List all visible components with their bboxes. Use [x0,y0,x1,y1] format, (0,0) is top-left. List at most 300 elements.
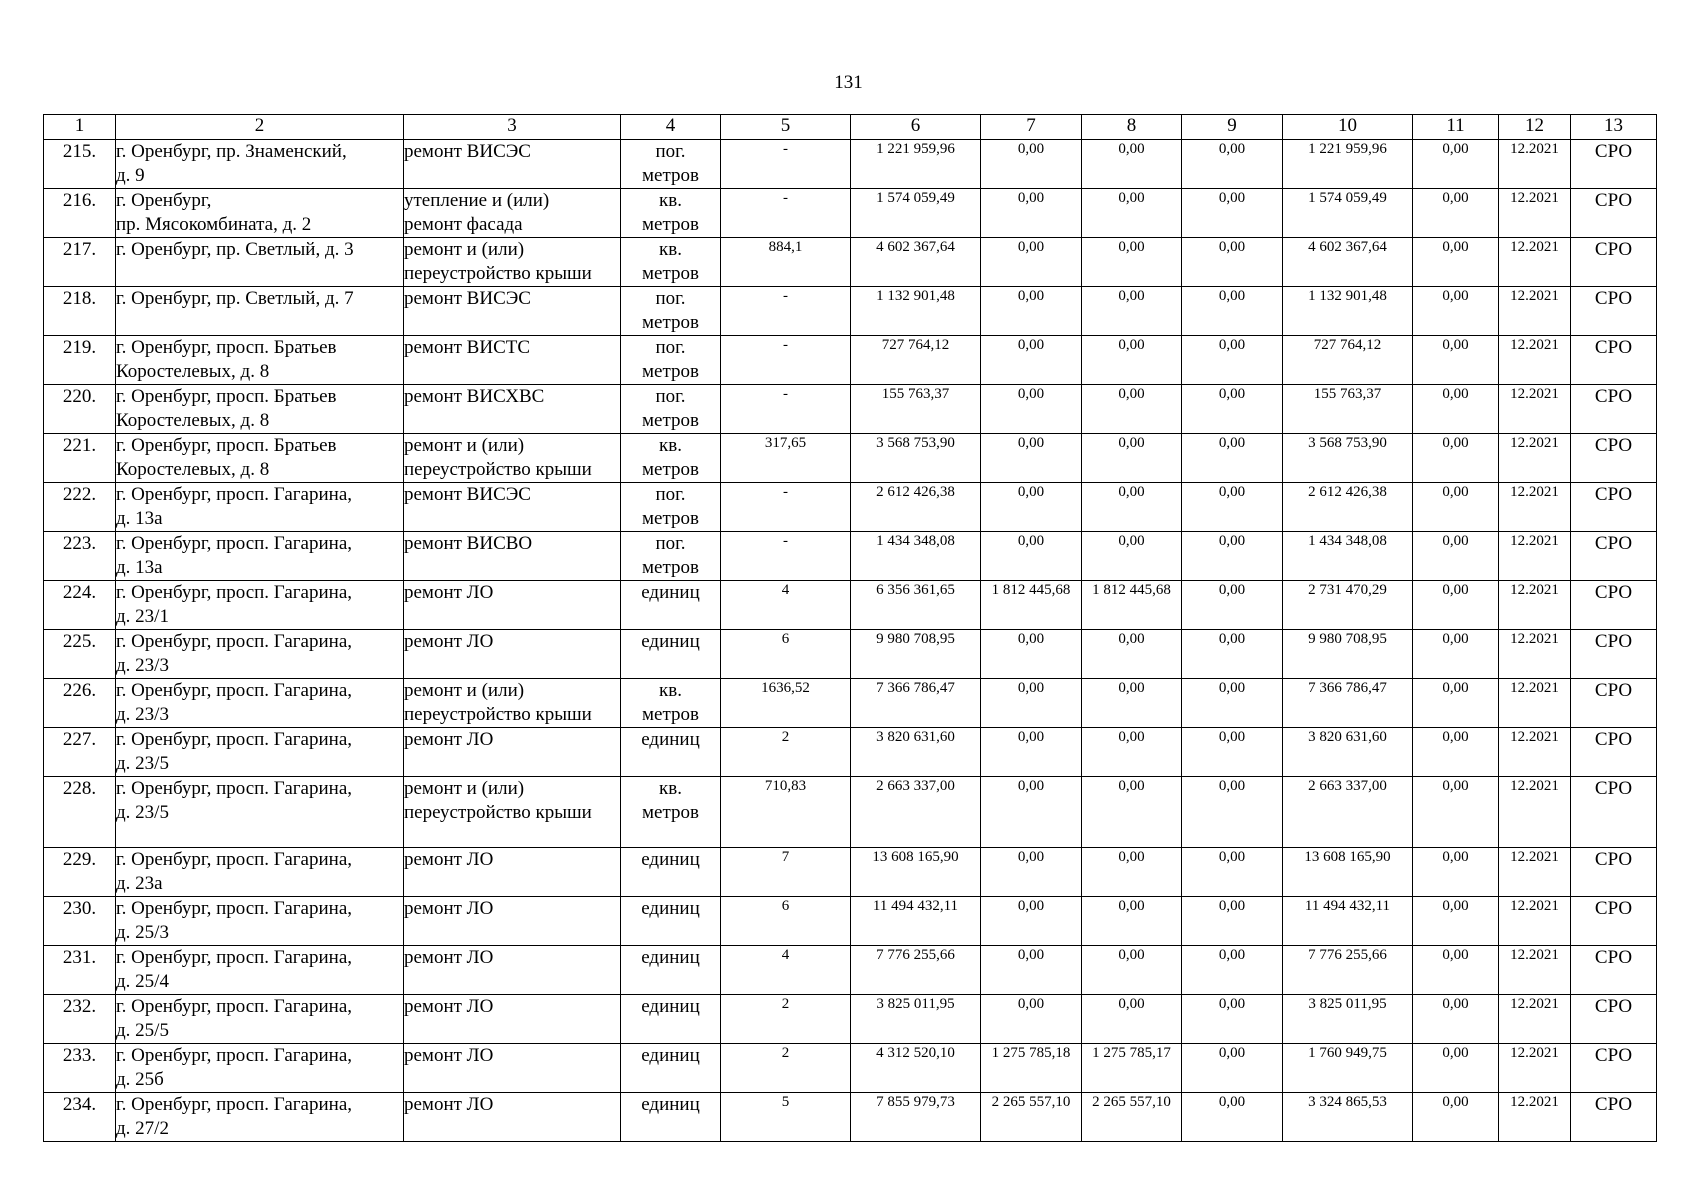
completion-date-cell: 12.2021 [1499,189,1571,238]
volume-cell: 884,1 [721,238,851,287]
table-row [44,995,1657,1044]
unit-cell-line: единиц [641,1094,700,1115]
column-11-cell: 0,00 [1413,483,1499,532]
volume-cell: 710,83 [721,777,851,848]
work-type-cell-line: утепление и (или) [404,190,550,211]
column-7-cell: 0,00 [981,336,1082,385]
address-cell [116,946,404,995]
column-10-cell: 1 574 059,49 [1283,189,1413,238]
unit-cell-line: метров [642,508,699,529]
volume-cell: 7 [721,848,851,897]
address-cell-line: г. Оренбург, просп. Гагарина, [116,484,352,505]
work-type-cell-line: ремонт фасада [404,214,523,235]
column-8-cell: 0,00 [1082,189,1182,238]
column-9-cell: 0,00 [1182,679,1283,728]
work-type-cell-line: ремонт и (или) [404,680,525,701]
unit-cell-line: пог. [655,141,686,162]
work-type-cell [404,385,621,434]
column-11-cell: 0,00 [1413,287,1499,336]
page-number: 131 [834,72,863,93]
work-type-cell-line: ремонт ВИСТС [404,337,531,358]
unit-cell-line: метров [642,214,699,235]
organization-cell: СРО [1571,995,1657,1044]
work-type-cell-line: ремонт ЛО [404,729,494,750]
address-cell-line: г. Оренбург, просп. Гагарина, [116,533,352,554]
address-cell [116,630,404,679]
total-cost-cell: 3 568 753,90 [851,434,981,483]
total-cost-cell: 11 494 432,11 [851,897,981,946]
organization-cell: СРО [1571,483,1657,532]
column-9-cell: 0,00 [1182,777,1283,848]
table-row [44,385,1657,434]
volume-cell: 2 [721,728,851,777]
unit-cell-line: пог. [655,337,686,358]
work-type-cell [404,581,621,630]
column-11-cell: 0,00 [1413,777,1499,848]
column-8-cell: 0,00 [1082,434,1182,483]
address-cell-line: д. 23/5 [116,802,169,823]
completion-date-cell: 12.2021 [1499,946,1571,995]
work-type-cell [404,679,621,728]
unit-cell-line: единиц [641,631,700,652]
column-10-cell: 7 366 786,47 [1283,679,1413,728]
row-number: 230. [44,897,116,946]
column-10-cell: 7 776 255,66 [1283,946,1413,995]
column-10-cell: 2 731 470,29 [1283,581,1413,630]
unit-cell-line: единиц [641,996,700,1017]
unit-cell [621,679,721,728]
row-number: 234. [44,1093,116,1142]
volume-cell: - [721,532,851,581]
total-cost-cell: 1 434 348,08 [851,532,981,581]
address-cell [116,434,404,483]
column-9-cell: 0,00 [1182,728,1283,777]
completion-date-cell: 12.2021 [1499,140,1571,189]
work-type-cell [404,1093,621,1142]
address-cell-line: д. 27/2 [116,1118,169,1139]
column-11-cell: 0,00 [1413,189,1499,238]
organization-cell: СРО [1571,777,1657,848]
column-10-cell: 13 608 165,90 [1283,848,1413,897]
address-cell-line: д. 13а [116,557,163,578]
unit-cell-line: метров [642,704,699,725]
unit-cell-line: единиц [641,1045,700,1066]
total-cost-cell: 1 574 059,49 [851,189,981,238]
row-number: 223. [44,532,116,581]
column-8-cell: 0,00 [1082,946,1182,995]
total-cost-cell: 2 612 426,38 [851,483,981,532]
organization-cell: СРО [1571,238,1657,287]
column-11-cell: 0,00 [1413,385,1499,434]
unit-cell [621,1044,721,1093]
column-11-cell: 0,00 [1413,581,1499,630]
volume-cell: 1636,52 [721,679,851,728]
address-cell-line: г. Оренбург, просп. Гагарина, [116,582,352,603]
column-header: 6 [851,115,981,140]
total-cost-cell: 1 132 901,48 [851,287,981,336]
column-7-cell: 0,00 [981,777,1082,848]
work-type-cell [404,189,621,238]
address-cell-line: г. Оренбург, просп. Гагарина, [116,898,352,919]
address-cell-line: г. Оренбург, просп. Гагарина, [116,680,352,701]
column-7-cell: 0,00 [981,848,1082,897]
column-7-cell: 0,00 [981,728,1082,777]
column-7-cell: 0,00 [981,140,1082,189]
address-cell [116,336,404,385]
address-cell [116,385,404,434]
unit-cell-line: метров [642,263,699,284]
work-type-cell [404,238,621,287]
address-cell-line: г. Оренбург, пр. Светлый, д. 7 [116,288,354,309]
row-number: 229. [44,848,116,897]
column-10-cell: 727 764,12 [1283,336,1413,385]
volume-cell: - [721,287,851,336]
volume-cell: 6 [721,630,851,679]
table-row [44,140,1657,189]
organization-cell: СРО [1571,1093,1657,1142]
work-type-cell [404,630,621,679]
organization-cell: СРО [1571,140,1657,189]
unit-cell-line: кв. [659,435,682,456]
completion-date-cell: 12.2021 [1499,483,1571,532]
total-cost-cell: 3 825 011,95 [851,995,981,1044]
address-cell-line: г. Оренбург, пр. Светлый, д. 3 [116,239,354,260]
unit-cell-line: метров [642,165,699,186]
address-cell-line: д. 25/4 [116,971,169,992]
column-8-cell: 1 812 445,68 [1082,581,1182,630]
table-row [44,336,1657,385]
column-header: 8 [1082,115,1182,140]
completion-date-cell: 12.2021 [1499,385,1571,434]
unit-cell [621,140,721,189]
work-type-cell-line: ремонт ЛО [404,947,494,968]
column-8-cell: 0,00 [1082,630,1182,679]
row-number: 227. [44,728,116,777]
column-7-cell: 0,00 [981,385,1082,434]
column-9-cell: 0,00 [1182,897,1283,946]
completion-date-cell: 12.2021 [1499,238,1571,287]
total-cost-cell: 4 312 520,10 [851,1044,981,1093]
repair-program-table [43,114,1657,1142]
volume-cell: 5 [721,1093,851,1142]
table-row [44,630,1657,679]
table-row [44,483,1657,532]
row-number: 215. [44,140,116,189]
organization-cell: СРО [1571,385,1657,434]
total-cost-cell: 7 776 255,66 [851,946,981,995]
organization-cell: СРО [1571,946,1657,995]
unit-cell [621,777,721,848]
unit-cell [621,897,721,946]
unit-cell-line: единиц [641,582,700,603]
address-cell-line: Коростелевых, д. 8 [116,361,270,382]
completion-date-cell: 12.2021 [1499,777,1571,848]
column-9-cell: 0,00 [1182,385,1283,434]
column-7-cell: 0,00 [981,946,1082,995]
work-type-cell-line: ремонт ВИСЭС [404,141,531,162]
column-11-cell: 0,00 [1413,679,1499,728]
column-9-cell: 0,00 [1182,848,1283,897]
table-row [44,848,1657,897]
column-7-cell: 2 265 557,10 [981,1093,1082,1142]
table-row [44,238,1657,287]
row-number: 220. [44,385,116,434]
work-type-cell-line: ремонт ЛО [404,849,494,870]
address-cell [116,848,404,897]
unit-cell [621,287,721,336]
column-9-cell: 0,00 [1182,238,1283,287]
row-number: 228. [44,777,116,848]
organization-cell: СРО [1571,581,1657,630]
work-type-cell-line: переустройство крыши [404,704,592,725]
column-7-cell: 0,00 [981,287,1082,336]
column-8-cell: 0,00 [1082,483,1182,532]
completion-date-cell: 12.2021 [1499,287,1571,336]
column-11-cell: 0,00 [1413,728,1499,777]
work-type-cell [404,140,621,189]
address-cell-line: д. 23/3 [116,704,169,725]
work-type-cell [404,848,621,897]
completion-date-cell: 12.2021 [1499,728,1571,777]
unit-cell-line: единиц [641,898,700,919]
completion-date-cell: 12.2021 [1499,995,1571,1044]
column-11-cell: 0,00 [1413,630,1499,679]
address-cell-line: д. 23/5 [116,753,169,774]
address-cell [116,238,404,287]
address-cell [116,897,404,946]
work-type-cell-line: ремонт ВИСЭС [404,288,531,309]
organization-cell: СРО [1571,287,1657,336]
total-cost-cell: 4 602 367,64 [851,238,981,287]
table-row [44,1044,1657,1093]
address-cell-line: г. Оренбург, просп. Гагарина, [116,1094,352,1115]
address-cell [116,189,404,238]
column-7-cell: 0,00 [981,238,1082,287]
address-cell-line: г. Оренбург, просп. Гагарина, [116,631,352,652]
organization-cell: СРО [1571,679,1657,728]
total-cost-cell: 2 663 337,00 [851,777,981,848]
organization-cell: СРО [1571,1044,1657,1093]
address-cell [116,532,404,581]
address-cell [116,679,404,728]
unit-cell [621,630,721,679]
volume-cell: - [721,189,851,238]
unit-cell [621,189,721,238]
volume-cell: 4 [721,946,851,995]
completion-date-cell: 12.2021 [1499,679,1571,728]
address-cell-line: Коростелевых, д. 8 [116,410,270,431]
column-9-cell: 0,00 [1182,140,1283,189]
column-header: 3 [404,115,621,140]
address-cell-line: г. Оренбург, просп. Братьев [116,386,337,407]
address-cell-line: г. Оренбург, просп. Гагарина, [116,1045,352,1066]
column-10-cell: 1 760 949,75 [1283,1044,1413,1093]
address-cell-line: г. Оренбург, просп. Гагарина, [116,849,352,870]
column-9-cell: 0,00 [1182,1093,1283,1142]
column-9-cell: 0,00 [1182,336,1283,385]
table-body [44,140,1657,1142]
unit-cell [621,483,721,532]
column-8-cell: 1 275 785,17 [1082,1044,1182,1093]
column-8-cell: 0,00 [1082,140,1182,189]
column-7-cell: 1 812 445,68 [981,581,1082,630]
column-9-cell: 0,00 [1182,189,1283,238]
column-10-cell: 2 612 426,38 [1283,483,1413,532]
completion-date-cell: 12.2021 [1499,581,1571,630]
unit-cell [621,848,721,897]
address-cell-line: г. Оренбург, просп. Братьев [116,435,337,456]
column-10-cell: 155 763,37 [1283,385,1413,434]
work-type-cell [404,1044,621,1093]
column-10-cell: 1 132 901,48 [1283,287,1413,336]
unit-cell-line: единиц [641,947,700,968]
column-11-cell: 0,00 [1413,995,1499,1044]
completion-date-cell: 12.2021 [1499,336,1571,385]
work-type-cell-line: ремонт ЛО [404,898,494,919]
column-7-cell: 0,00 [981,630,1082,679]
column-header: 12 [1499,115,1571,140]
address-cell [116,777,404,848]
work-type-cell-line: ремонт ВИСХВС [404,386,545,407]
column-11-cell: 0,00 [1413,1093,1499,1142]
column-header: 5 [721,115,851,140]
address-cell-line: г. Оренбург, просп. Гагарина, [116,996,352,1017]
row-number: 232. [44,995,116,1044]
completion-date-cell: 12.2021 [1499,897,1571,946]
organization-cell: СРО [1571,630,1657,679]
column-header: 2 [116,115,404,140]
column-8-cell: 2 265 557,10 [1082,1093,1182,1142]
column-11-cell: 0,00 [1413,1044,1499,1093]
completion-date-cell: 12.2021 [1499,630,1571,679]
table-row [44,189,1657,238]
column-10-cell: 3 324 865,53 [1283,1093,1413,1142]
unit-cell [621,995,721,1044]
column-header: 9 [1182,115,1283,140]
address-cell-line: г. Оренбург, пр. Знаменский, [116,141,347,162]
column-8-cell: 0,00 [1082,728,1182,777]
address-cell [116,728,404,777]
work-type-cell-line: ремонт ЛО [404,996,494,1017]
unit-cell-line: единиц [641,849,700,870]
address-cell [116,581,404,630]
column-10-cell: 4 602 367,64 [1283,238,1413,287]
total-cost-cell: 155 763,37 [851,385,981,434]
column-9-cell: 0,00 [1182,532,1283,581]
work-type-cell-line: ремонт ЛО [404,631,494,652]
address-cell [116,1093,404,1142]
unit-cell [621,728,721,777]
total-cost-cell: 727 764,12 [851,336,981,385]
address-cell-line: г. Оренбург, просп. Гагарина, [116,729,352,750]
row-number: 221. [44,434,116,483]
unit-cell [621,336,721,385]
work-type-cell [404,777,621,848]
volume-cell: - [721,140,851,189]
work-type-cell-line: ремонт и (или) [404,239,525,260]
column-11-cell: 0,00 [1413,946,1499,995]
row-number: 222. [44,483,116,532]
column-11-cell: 0,00 [1413,336,1499,385]
column-9-cell: 0,00 [1182,287,1283,336]
column-11-cell: 0,00 [1413,532,1499,581]
work-type-cell-line: ремонт и (или) [404,778,525,799]
work-type-cell-line: ремонт и (или) [404,435,525,456]
work-type-cell [404,483,621,532]
volume-cell: 4 [721,581,851,630]
column-7-cell: 0,00 [981,483,1082,532]
table-row [44,434,1657,483]
column-header: 1 [44,115,116,140]
address-cell-line: г. Оренбург, просп. Гагарина, [116,778,352,799]
completion-date-cell: 12.2021 [1499,1044,1571,1093]
work-type-cell-line: переустройство крыши [404,459,592,480]
table-row [44,581,1657,630]
column-header: 11 [1413,115,1499,140]
column-11-cell: 0,00 [1413,140,1499,189]
column-11-cell: 0,00 [1413,848,1499,897]
column-11-cell: 0,00 [1413,434,1499,483]
unit-cell-line: пог. [655,386,686,407]
unit-cell [621,581,721,630]
total-cost-cell: 7 366 786,47 [851,679,981,728]
row-number: 233. [44,1044,116,1093]
volume-cell: 2 [721,1044,851,1093]
unit-cell [621,238,721,287]
column-11-cell: 0,00 [1413,238,1499,287]
address-cell-line: пр. Мясокомбината, д. 2 [116,214,312,235]
unit-cell-line: метров [642,459,699,480]
volume-cell: - [721,483,851,532]
unit-cell-line: кв. [659,239,682,260]
column-7-cell: 0,00 [981,189,1082,238]
table-row [44,946,1657,995]
table-row [44,728,1657,777]
column-8-cell: 0,00 [1082,777,1182,848]
address-cell-line: г. Оренбург, просп. Братьев [116,337,337,358]
column-8-cell: 0,00 [1082,897,1182,946]
work-type-cell-line: ремонт ЛО [404,1045,494,1066]
organization-cell: СРО [1571,336,1657,385]
unit-cell [621,946,721,995]
organization-cell: СРО [1571,434,1657,483]
row-number: 224. [44,581,116,630]
completion-date-cell: 12.2021 [1499,434,1571,483]
work-type-cell [404,897,621,946]
column-9-cell: 0,00 [1182,581,1283,630]
organization-cell: СРО [1571,728,1657,777]
work-type-cell [404,434,621,483]
work-type-cell [404,995,621,1044]
total-cost-cell: 1 221 959,96 [851,140,981,189]
work-type-cell-line: переустройство крыши [404,802,592,823]
row-number: 231. [44,946,116,995]
row-number: 226. [44,679,116,728]
column-10-cell: 9 980 708,95 [1283,630,1413,679]
column-number-row [44,115,1657,140]
column-10-cell: 1 221 959,96 [1283,140,1413,189]
address-cell-line: Коростелевых, д. 8 [116,459,270,480]
column-7-cell: 0,00 [981,532,1082,581]
unit-cell-line: метров [642,312,699,333]
volume-cell: 2 [721,995,851,1044]
volume-cell: 6 [721,897,851,946]
column-10-cell: 1 434 348,08 [1283,532,1413,581]
total-cost-cell: 3 820 631,60 [851,728,981,777]
column-7-cell: 0,00 [981,434,1082,483]
table-row [44,679,1657,728]
column-10-cell: 3 825 011,95 [1283,995,1413,1044]
